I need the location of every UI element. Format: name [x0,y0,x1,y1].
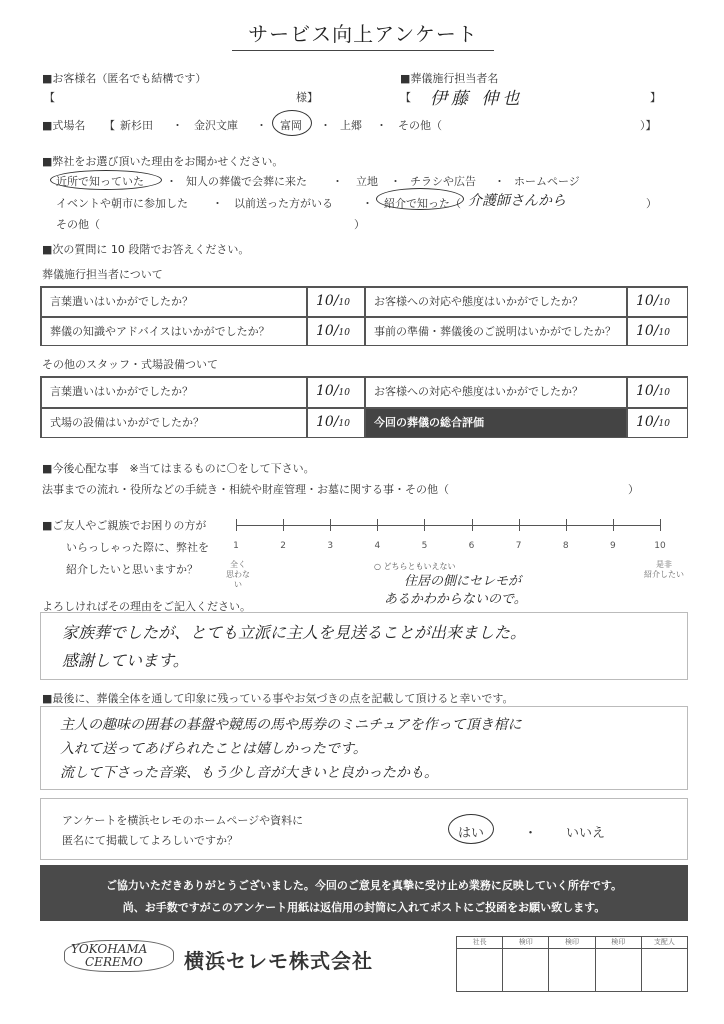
recommend-question-line1: ■ご友人やご親族でお困りの方が [42,519,207,532]
stamp-cell-check: 検印 [596,937,642,991]
scale-tick-label: 9 [610,541,616,551]
publish-question-line1: アンケートを横浜セレモのホームページや資料に [62,814,304,827]
reason-option-homepage: ホームページ [514,175,580,188]
reason-option-location: 立地 [356,175,378,188]
approval-stamp-table [456,936,688,992]
reason-separator: ・ [362,197,373,210]
impressions-line1: 主人の趣味の囲碁の碁盤や競馬の馬や馬券のミニチュアを作って頂き棺に [60,717,522,733]
publish-no-option: いいえ [566,826,606,841]
staff-q-language: 言葉遣いはいかがでしたか？ [41,287,307,317]
staff-score-explanation: 10/10 [627,317,688,346]
thank-you-line2: 尚、お手数ですがこのアンケート用紙は返信用の封筒に入れてポストにご投函をお願い致します。 [122,901,606,914]
other-rating-table [40,376,688,438]
stamp-cell-president: 社長 [457,937,503,991]
venue-bracket-close: ）】 [640,119,657,132]
reason-free-line2: 感謝しています。 [62,651,189,670]
reason-free-line1: 家族葬でしたが、とても立派に主人を見送ることが出来ました。 [62,623,527,642]
publish-yes-option: はい [458,826,485,841]
reason-separator: ・ [166,175,177,188]
ratings-other-heading: その他のスタッフ・式場設備ついて [42,358,218,371]
company-logo: YOKOHAMA CEREMO [64,940,174,972]
scale-tick-label: 8 [562,541,569,551]
company-name: 横浜セレモ株式会社 [184,949,373,973]
impressions-line2: 入れて送ってあげられたことは嬉しかったです。 [60,741,367,757]
scale-tick [236,519,237,531]
scale-high-label: 是非 紹介したい [644,560,684,579]
recommend-question-line3: 紹介したいと思いますか？ [66,563,198,576]
venue-separator: ・ [172,119,183,132]
venue-option-tomioka: 富岡 [280,119,302,132]
reason-option-referral: 紹介で知った（ [384,197,461,210]
title-underline [232,50,494,51]
thank-you-band [40,865,688,921]
impressions-label: ■最後に、葬儀全体を通して印象に残っている事やお気づきの点を記載して頂けると幸いです。 [42,692,514,705]
customer-honorific: 様】 [296,91,318,104]
scale-tick-label: 3 [327,541,334,551]
recommend-note-line2: あるかわからないので。 [384,592,527,607]
venue-separator: ・ [376,119,387,132]
reason-separator: ・ [332,175,343,188]
publish-separator: ・ [524,826,538,841]
scale-tick [472,519,473,531]
ratings-staff-heading: 葬儀施行担当者について [42,268,163,281]
scale-tick-label: 6 [468,541,475,551]
venue-separator: ・ [256,119,267,132]
reason-option-nearby: 近所で知っていた [56,175,144,188]
reason-free-label: よろしければその理由をご記入ください。 [42,600,251,613]
reason-separator: ・ [494,175,505,188]
stamp-cell-manager: 支配人 [642,937,687,991]
venue-separator: ・ [320,119,331,132]
scale-tick [660,519,661,531]
staff-q-knowledge: 葬儀の知識やアドバイスはいかがでしたか？ [41,317,307,346]
scale-tick-label: 10 [654,541,666,551]
scale-mid-label: ○ どちらともいえない [374,562,456,571]
venue-option-other: その他（ [398,119,442,132]
customer-name-label: ■お客様名（匿名でも結構です） [42,72,207,85]
ratings-label: ■次の質問に 10 段階でお答えください。 [42,243,250,256]
staff-q-attitude: お客様への対応や態度はいかがでしたか？ [365,287,627,317]
staff-bracket-close: 】 [650,91,661,104]
scale-tick-label: 4 [374,541,381,551]
concerns-bracket-close: ） [628,483,639,496]
publish-question-line2: 匿名にて掲載してよろしいですか？ [62,834,238,847]
scale-tick [377,519,378,531]
impressions-line3: 流して下さった音楽、もう少し音が大きいと良かったかも。 [60,765,438,781]
venue-option-kanazawabunko: 金沢文庫 [194,119,238,132]
other-q-attitude: お客様への対応や態度はいかがでしたか？ [365,377,627,408]
recommend-note-line1: 住居の側にセレモが [404,574,522,589]
scale-tick [283,519,284,531]
scale-low-label: 全く 思わない [226,560,250,589]
scale-tick-label: 5 [421,541,428,551]
concerns-options: 法事までの流れ・役所などの手続き・相続や財産管理・お墓に関する事・その他（ [42,483,449,496]
concerns-label: ■今後心配な事 ※当てはまるものに〇をして下さい。 [42,462,315,475]
other-q-facility: 式場の設備はいかがでしたか？ [41,408,307,438]
scale-tick [330,519,331,531]
scale-tick [519,519,520,531]
stamp-cell-check: 検印 [503,937,549,991]
other-q-language: 言葉遣いはいかがでしたか？ [41,377,307,408]
staff-bracket-open: 【 [400,91,411,104]
reason-option-funeral-attended: 知人の葬儀で会葬に来た [186,175,307,188]
reason-other-close: ） [354,218,365,231]
reason-option-event: イベントや朝市に参加した [56,197,188,210]
scale-tick [424,519,425,531]
overall-rating-label: 今回の葬儀の総合評価 [365,408,627,438]
staff-score-language: 10/10 [307,287,365,317]
staff-q-explanation: 事前の準備・葬儀後のご説明はいかがでしたか？ [365,317,627,346]
scale-tick-label: 7 [515,541,522,551]
survey-title: サービス向上アンケート [248,22,478,46]
other-score-attitude: 10/10 [627,377,688,408]
reason-separator: ・ [390,175,401,188]
reason-bracket-close: ） [646,197,657,210]
venue-option-kamigo: 上郷 [340,119,362,132]
staff-score-knowledge: 10/10 [307,317,365,346]
reason-option-previous: 以前送った方がいる [234,197,333,210]
reason-label: ■弊社をお選び頂いた理由をお聞かせください。 [42,155,284,168]
scale-tick [566,519,567,531]
staff-name-label: ■葬儀施行担当者名 [400,72,499,85]
reason-referral-note: 介護師さんから [468,193,566,209]
other-score-facility: 10/10 [307,408,365,438]
venue-bracket-open: 【 [104,119,115,132]
reason-option-flyer: チラシや広告 [410,175,476,188]
customer-bracket-open: 【 [44,91,55,104]
reason-option-other: その他（ [56,218,100,231]
venue-label: ■式場名 [42,119,86,132]
staff-rating-table [40,286,688,346]
scale-tick-label: 2 [280,541,286,551]
other-score-language: 10/10 [307,377,365,408]
recommend-question-line2: いらっしゃった際に、弊社を [66,541,209,554]
staff-name-value: 伊藤 伸也 [430,89,524,109]
staff-score-attitude: 10/10 [627,287,688,317]
overall-rating-score: 10/10 [627,408,688,438]
thank-you-line1: ご協力いただきありがとうございました。今回のご意見を真摯に受け止め業務に反映していく所存です。 [105,879,623,892]
scale-tick [613,519,614,531]
scale-tick-label: 1 [233,541,239,551]
stamp-cell-check: 検印 [549,937,595,991]
recommend-scale-line [236,525,660,526]
venue-option-shinsugita: 新杉田 [120,119,153,132]
reason-separator: ・ [212,197,223,210]
